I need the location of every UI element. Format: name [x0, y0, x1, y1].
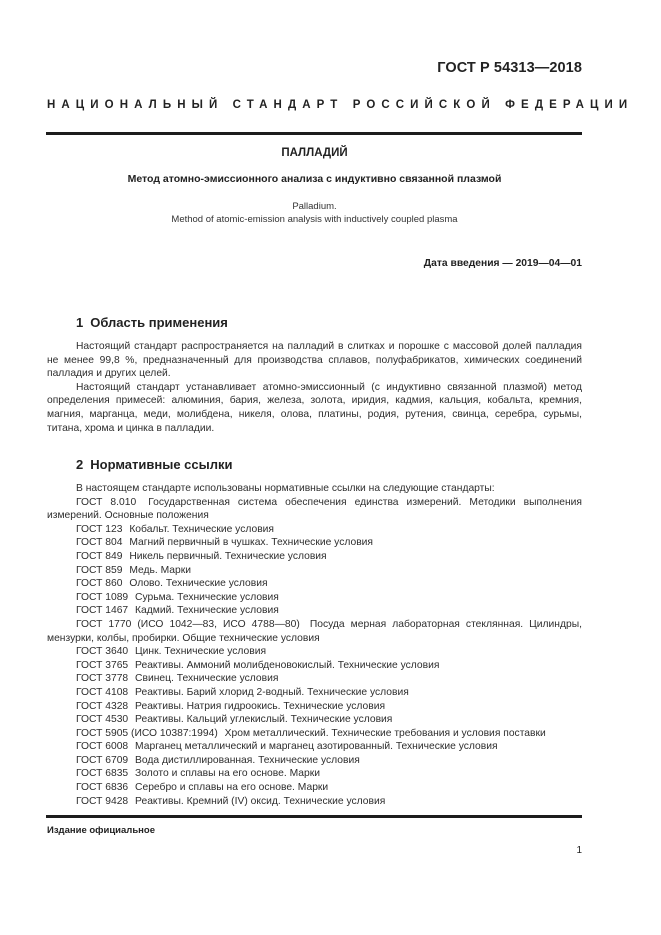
reference-code: ГОСТ 859 — [76, 564, 123, 576]
reference-code: ГОСТ 860 — [76, 578, 123, 590]
paragraph: Настоящий стандарт устанавливает атомно-эмиссионный (с индуктивно связанной плазмой) метод определения примесей: алюминия, бария, железа, золота, иридия, кадмия, кальция, кобальта, кремния, магния, марганца, меди, молибдена, никеля, олова, платины, родия, рутения, свинца, серебра, сурьмы, титана, хрома и цинка в палладии. — [47, 381, 582, 434]
reference-title: Хром металлический. Технические требования и условия поставки — [224, 727, 546, 739]
english-title — [47, 200, 582, 226]
reference-code: ГОСТ 3778 — [76, 673, 129, 685]
section-number: 2 — [76, 457, 84, 472]
reference-item — [47, 754, 582, 768]
document-title: ПАЛЛАДИЙ — [281, 147, 348, 159]
official-edition-label: Издание официальное — [47, 825, 155, 836]
reference-item — [47, 781, 582, 795]
reference-item — [47, 591, 582, 605]
reference-title: Свинец. Технические условия — [135, 673, 279, 685]
reference-item — [47, 618, 582, 645]
reference-code: ГОСТ 3640 — [76, 646, 129, 658]
reference-item — [47, 523, 582, 537]
reference-title: Золото и сплавы на его основе. Марки — [135, 768, 320, 780]
reference-title: Посуда мерная лабораторная стеклянная. Цилиндры, мензурки, колбы, пробирки. Общие технические условия — [47, 618, 582, 644]
reference-item — [47, 536, 582, 550]
reference-title: Олово. Технические условия — [129, 578, 268, 590]
reference-code: ГОСТ 849 — [76, 550, 123, 562]
header-divider — [46, 132, 582, 135]
reference-code: ГОСТ 6835 — [76, 768, 129, 780]
reference-item — [47, 740, 582, 754]
introduction-date: Дата введения — 2019—04—01 — [423, 258, 582, 269]
reference-title: Государственная система обеспечения единства измерений. Методики выполнения измерений. Основные положения — [47, 496, 582, 522]
reference-code: ГОСТ 6709 — [76, 754, 129, 766]
reference-code: ГОСТ 1089 — [76, 591, 129, 603]
reference-title: Реактивы. Кальций углекислый. Технические условия — [135, 714, 393, 726]
reference-item — [47, 767, 582, 781]
reference-item — [47, 564, 582, 578]
reference-code: ГОСТ 123 — [76, 523, 123, 535]
reference-title: Кобальт. Технические условия — [129, 523, 275, 535]
reference-title: Реактивы. Натрия гидроокись. Технические условия — [135, 700, 386, 712]
reference-item — [47, 659, 582, 673]
section-heading-scope — [76, 315, 228, 330]
reference-title: Реактивы. Аммоний молибденовокислый. Технические условия — [135, 659, 440, 671]
section-number: 1 — [76, 315, 84, 330]
reference-code: ГОСТ 6008 — [76, 741, 129, 753]
reference-code: ГОСТ 9428 — [76, 795, 129, 807]
reference-item — [47, 645, 582, 659]
reference-code: ГОСТ 3765 — [76, 659, 129, 671]
reference-code: ГОСТ 5905 (ИСО 10387:1994) — [76, 727, 218, 739]
reference-title: Цинк. Технические условия — [135, 646, 267, 658]
page-number: 1 — [576, 845, 582, 856]
reference-title: Марганец металлический и марганец азотированный. Технические условия — [135, 741, 498, 753]
section-title: Область применения — [90, 315, 228, 330]
reference-code: ГОСТ 4328 — [76, 700, 129, 712]
reference-code: ГОСТ 1770 (ИСО 1042—83, ИСО 4788—80) — [76, 618, 300, 630]
section-title: Нормативные ссылки — [90, 457, 233, 472]
reference-title: Серебро и сплавы на его основе. Марки — [135, 782, 329, 794]
reference-item — [47, 795, 582, 809]
reference-item — [47, 604, 582, 618]
reference-item — [47, 550, 582, 564]
reference-title: Вода дистиллированная. Технические условия — [135, 754, 360, 766]
reference-code: ГОСТ 4530 — [76, 714, 129, 726]
gost-number: ГОСТ Р 54313—2018 — [437, 60, 582, 76]
reference-title: Кадмий. Технические условия — [135, 605, 279, 617]
reference-title: Сурьма. Технические условия — [135, 591, 279, 603]
section-heading-normative-references — [76, 457, 232, 472]
reference-code: ГОСТ 4108 — [76, 686, 129, 698]
section-scope-body — [47, 340, 582, 435]
reference-title: Реактивы. Кремний (IV) оксид. Технические условия — [135, 795, 386, 807]
reference-item — [47, 713, 582, 727]
footer-divider — [46, 815, 582, 818]
reference-title: Магний первичный в чушках. Технические условия — [129, 537, 373, 549]
paragraph: Настоящий стандарт распространяется на палладий в слитках и порошке с массовой долей палладия не менее 99,8 %, предназначенный для производства сплавов, полуфабрикатов, химических соединений палладия и других целей. — [47, 341, 582, 380]
reference-item — [47, 686, 582, 700]
national-standard-heading: НАЦИОНАЛЬНЫЙ СТАНДАРТ РОССИЙСКОЙ ФЕДЕРАЦИИ — [47, 99, 634, 111]
reference-title: Никель первичный. Технические условия — [129, 550, 327, 562]
reference-title: Медь. Марки — [129, 564, 192, 576]
document-subtitle: Метод атомно-эмиссионного анализа с индуктивно связанной плазмой — [127, 173, 502, 185]
reference-item — [47, 727, 582, 741]
reference-item — [47, 672, 582, 686]
reference-item — [47, 496, 582, 523]
english-title-line-2: Method of atomic-emission analysis with inductively coupled plasma — [171, 214, 458, 225]
reference-code: ГОСТ 8.010 — [76, 496, 137, 508]
english-title-line-1: Palladium. — [292, 201, 337, 212]
reference-code: ГОСТ 804 — [76, 537, 123, 549]
reference-item — [47, 577, 582, 591]
reference-code: ГОСТ 1467 — [76, 605, 129, 617]
reference-item — [47, 700, 582, 714]
normative-references-list — [47, 482, 582, 808]
reference-title: Реактивы. Барий хлорид 2-водный. Технические условия — [135, 686, 409, 698]
references-intro: В настоящем стандарте использованы нормативные ссылки на следующие стандарты: — [76, 483, 495, 494]
reference-code: ГОСТ 6836 — [76, 782, 129, 794]
